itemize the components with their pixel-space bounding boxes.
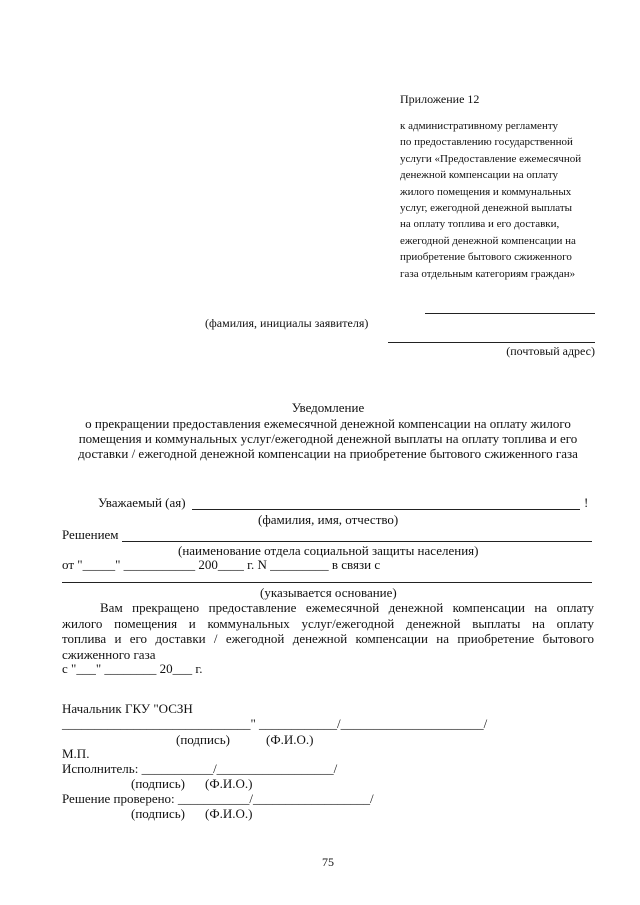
- appendix-line: на оплату топлива и его доставки,: [400, 218, 560, 231]
- paragraph-line: Вам прекращено предоставление ежемесячной денежной компенсации на оплату: [100, 600, 594, 615]
- appendix-line: денежной компенсации на оплату: [400, 169, 559, 182]
- stamp-label: М.П.: [62, 746, 90, 761]
- appendix-reference: [400, 118, 605, 282]
- appendix-line: по предоставлению государственной: [400, 136, 573, 149]
- executor-line: Исполнитель: ___________/__________________/: [62, 761, 338, 776]
- decision-date-line: от "_____" ___________ 200____ г. N _________ в связи с: [62, 557, 381, 572]
- chief-signature-line: _____________________________" ____________/______________________/: [62, 716, 488, 731]
- fio-line: [192, 509, 580, 510]
- chief-fio-caption: (Ф.И.О.): [266, 732, 314, 747]
- decision-label: Решением: [62, 527, 119, 542]
- postal-address-line: [388, 342, 595, 343]
- executor-sign-caption: (подпись): [131, 776, 185, 791]
- executor-fio-caption: (Ф.И.О.): [205, 776, 253, 791]
- notice-subtitle-line: доставки / ежегодной денежной компенсации на приобретение бытового сжиженного газа: [78, 446, 578, 461]
- since-date-line: с "___" ________ 20___ г.: [62, 661, 203, 676]
- applicant-name-line: [425, 313, 595, 314]
- salutation: Уважаемый (ая): [98, 495, 186, 510]
- termination-paragraph: [62, 600, 594, 662]
- paragraph-line: сжиженного газа: [62, 646, 156, 662]
- notice-subtitle-line: о прекращении предоставления ежемесячной денежной компенсации на оплату жилого: [85, 416, 571, 431]
- chief-sign-caption: (подпись): [176, 732, 230, 747]
- appendix-line: жилого помещения и коммунальных: [400, 185, 572, 198]
- page-number: 75: [322, 855, 334, 869]
- paragraph-line: топлива и его доставки / ежегодной денежной компенсации на приобретение бытового: [62, 631, 594, 646]
- checked-sign-caption: (подпись): [131, 806, 185, 821]
- checked-fio-caption: (Ф.И.О.): [205, 806, 253, 821]
- appendix-title: Приложение 12: [400, 92, 480, 106]
- appendix-line: услуг, ежегодной денежной выплаты: [400, 202, 573, 215]
- reason-line: [62, 582, 592, 583]
- department-caption: (наименование отдела социальной защиты населения): [178, 543, 479, 558]
- checked-line: Решение проверено: ___________/__________________/: [62, 791, 374, 806]
- appendix-line: ежегодной денежной компенсации на: [400, 234, 576, 247]
- appendix-line: газа отдельным категориям граждан»: [400, 267, 576, 280]
- reason-caption: (указывается основание): [260, 585, 397, 600]
- appendix-line: приобретение бытового сжиженного: [400, 251, 572, 264]
- applicant-name-caption: (фамилия, инициалы заявителя): [205, 316, 369, 330]
- appendix-line: к административному регламенту: [400, 120, 558, 132]
- appendix-line: услуги «Предоставление ежемесячной: [400, 152, 582, 165]
- notice-subtitle-line: помещения и коммунальных услуг/ежегодной денежной выплаты на оплату топлива и его: [78, 431, 578, 446]
- postal-address-caption: (почтовый адрес): [506, 344, 595, 358]
- salutation-end: !: [584, 495, 589, 510]
- chief-label: Начальник ГКУ "ОСЗН: [62, 701, 193, 716]
- fio-caption: (фамилия, имя, отчество): [258, 512, 399, 527]
- notice-title: Уведомление: [291, 400, 365, 415]
- paragraph-line: жилого помещения и коммунальных услуг/ежегодной денежной выплаты на оплату: [62, 615, 594, 631]
- department-line: [122, 541, 592, 542]
